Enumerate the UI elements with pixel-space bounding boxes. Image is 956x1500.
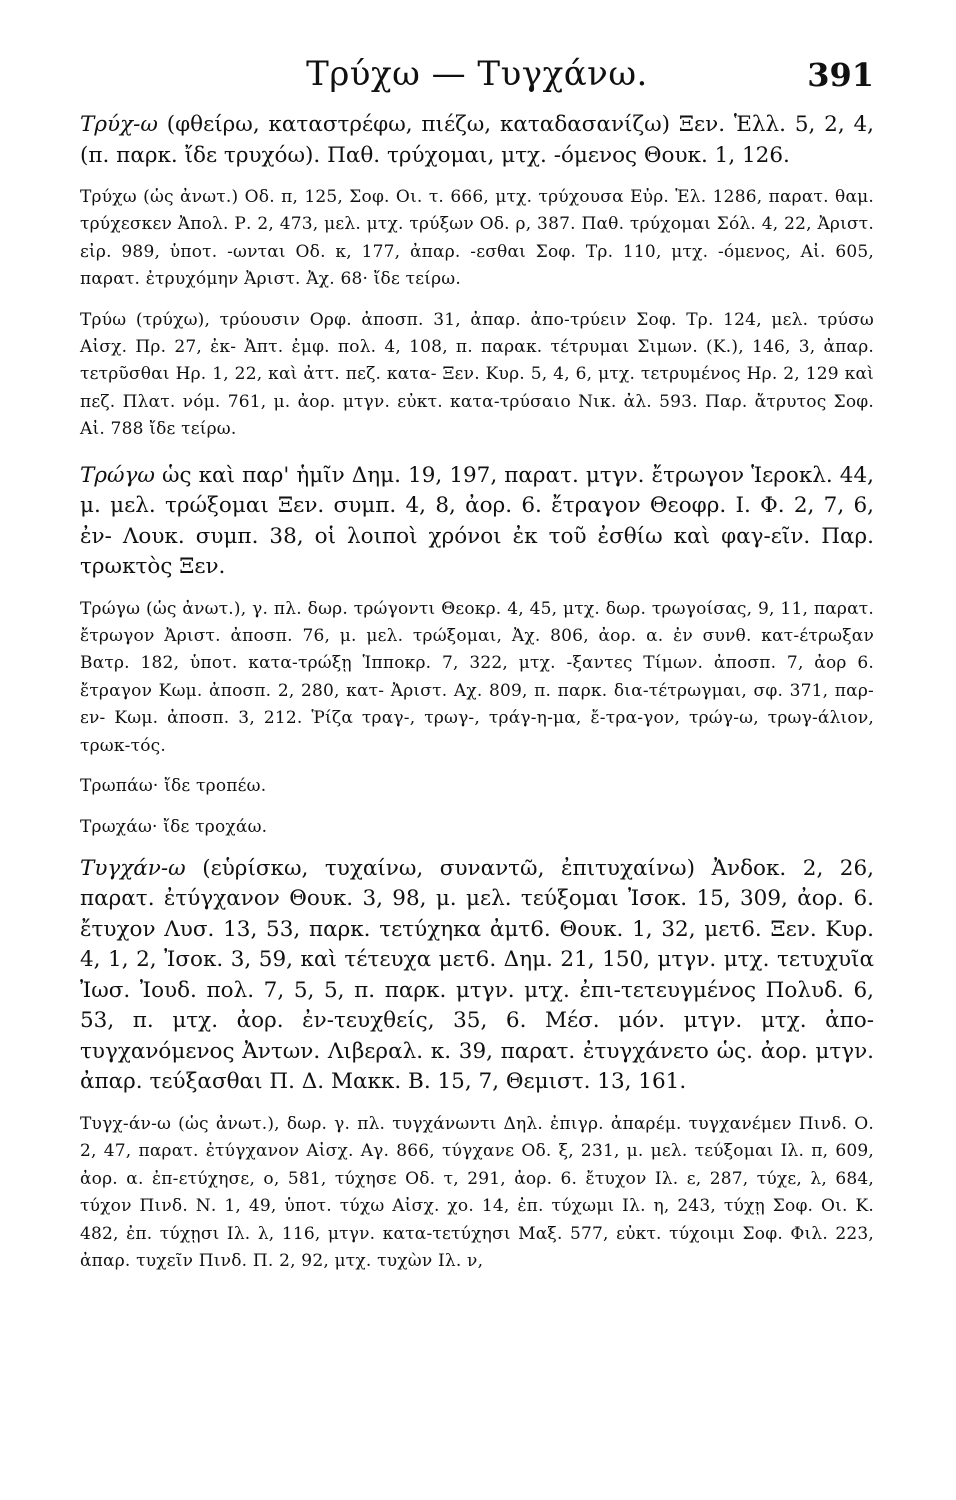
running-title: Τρύχω — Τυγχάνω. bbox=[306, 54, 648, 94]
entry-trycho-1 bbox=[80, 110, 874, 171]
entry-text: ἴδε τροπέω. bbox=[158, 776, 267, 797]
entry-headword: Τρώγω bbox=[80, 598, 141, 619]
entry-headword: Τρωπάω· bbox=[80, 776, 159, 797]
entry-text: (φθείρω, καταστρέφω, πιέζω, καταδασανίζω) Ξεν. Ἑλλ. 5, 2, 4, (π. παρκ. ἴδε τρυχόω). Παθ. τρύχομαι, μτχ. -όμενος Θουκ. 1, 126. bbox=[80, 112, 874, 168]
entry-text: (εὑρίσκω, τυχαίνω, συναντῶ, ἐπιτυχαίνω) Ἀνδοκ. 2, 26, παρατ. ἐτύγχανον Θουκ. 3, 98, μ. μελ. τεύξομαι Ἰσοκ. 15, 309, ἀορ. 6. ἔτυχον Λυσ. 13, 53, παρκ. τετύχηκα ἀμτ6. Θουκ. 1, 32, μετ6. Ξεν. Κυρ. 4, 1, 2, Ἰσοκ. 3, 59, καὶ τέτευχα μετ6. Δημ. 21, 150, μτγν. μτχ. τετυχυῖα Ἰωσ. Ἰουδ. πολ. 7, 5, 5, π. παρκ. μτγν. μτχ. ἐπι-τετευγμένος Πολυδ. 6, 53, π. μτχ. ἀορ. ἐν-τευχθείς, 35, 6. Μέσ. μόν. μτγν. μτχ. ἀπο-τυγχανόμενος Ἀντων. Λιβεραλ. κ. 39, παρατ. ἐτυγχάνετο ὡς. ἀορ. μτγν. ἀπαρ. τεύξασθαι Π. Δ. Μακκ. Β. 15, 7, Θεμιστ. 13, 161. bbox=[80, 855, 874, 1095]
entry-headword: Τυγχάν-ω bbox=[80, 855, 186, 881]
entry-text: ὡς καὶ παρ' ἡμῖν Δημ. 19, 197, παρατ. μτγν. ἔτρωγον Ἱεροκλ. 44, μ. μελ. τρώξομαι Ξεν. συμπ. 4, 8, ἀορ. 6. ἔτραγον Θεοφρ. Ι. Φ. 2, 7, 6, ἐν- Λουκ. συμπ. 38, οἱ λοιποὶ χρόνοι ἐκ τοῦ ἐσθίω καὶ φαγ-εῖν. Παρ. τρωκτὸς Ξεν. bbox=[80, 462, 874, 580]
entry-headword: Τρύχω bbox=[80, 187, 137, 207]
entry-text: (ὡς ἀνωτ.), δωρ. γ. πλ. τυγχάνωντι Δηλ. ἐπιγρ. ἀπαρέμ. τυγχανέμεν Πινδ. Ο. 2, 47, παρατ. ἐτύγχανον Αἰσχ. Αγ. 866, τύγχανε Οδ. ξ, 231, μ. μελ. τεύξομαι Ιλ. π, 609, ἀορ. α. ἐπ-ετύχησε, ο, 581, τύχησε Οδ. τ, 291, ἀορ. 6. ἔτυχον Ιλ. ε, 287, τύχε, λ, 684, τύχον Πινδ. Ν. 1, 49, ὑποτ. τύχω Αἰσχ. χο. 14, ἐπ. τύχωμι Ιλ. η, 243, τύχῃ Σοφ. Οι. Κ. 482, ἐπ. τύχῃσι Ιλ. λ, 116, μτγν. κατα-τετύχησι Μαξ. 577, εὐκτ. τύχοιμι Σοφ. Φιλ. 223, ἀπαρ. τυχεῖν Πινδ. Π. 2, 92, μτχ. τυχὼν Ιλ. ν, bbox=[80, 1113, 874, 1271]
entry-trycho-2 bbox=[80, 184, 874, 294]
entry-tynchano-1 bbox=[80, 854, 874, 1098]
entry-headword: Τυγχ-άν-ω bbox=[80, 1113, 172, 1134]
entry-text: (ὡς ἀνωτ.) Οδ. π, 125, Σοφ. Οι. τ. 666, μτχ. τρύχουσα Εὐρ. Ἑλ. 1286, παρατ. θαμ. τρύχεσκεν Ἀπολ. Ρ. 2, 473, μελ. μτχ. τρύξων Οδ. ρ, 387. Παθ. τρύχομαι Σόλ. 4, 22, Ἀριστ. εἰρ. 989, ὑποτ. -ωνται Οδ. κ, 177, ἀπαρ. -εσθαι Σοφ. Τρ. 110, μτχ. -όμενος, Αἰ. 605, παρατ. ἐτρυχόμην Ἀριστ. Ἀχ. 68· ἴδε τείρω. bbox=[80, 187, 874, 290]
entry-headword: Τρωχάω· bbox=[80, 816, 158, 837]
entry-text: (τρύχω), τρύουσιν Ορφ. ἀποσπ. 31, ἀπαρ. ἀπο-τρύειν Σοφ. Τρ. 124, μελ. τρύσω Αἰσχ. Πρ. 27, ἐκ- Ἀπτ. ἐμφ. πολ. 4, 108, π. παρακ. τέτρυμαι Σιμων. (Κ.), 146, 3, ἀπαρ. τετρῦσθαι Ηρ. 1, 22, καὶ ἀττ. πεζ. κατα- Ξεν. Κυρ. 5, 4, 6, μτχ. τετρυμένος Ηρ. 2, 129 καὶ πεζ. Πλατ. νόμ. 761, μ. ἀορ. μτγν. εὐκτ. κατα-τρύσαιο Νικ. ἀλ. 593. Παρ. ἄτρυτος Σοφ. Αἰ. 788 ἴδε τείρω. bbox=[80, 309, 874, 440]
page-body bbox=[80, 110, 874, 1275]
entry-tryo bbox=[80, 307, 874, 444]
entry-headword: Τρύχ-ω bbox=[80, 112, 158, 137]
entry-headword: Τρώγω bbox=[80, 462, 155, 488]
entry-trogo-2 bbox=[80, 596, 874, 760]
entry-trochao bbox=[80, 814, 874, 841]
entry-headword: Τρύω bbox=[80, 309, 127, 330]
page-header bbox=[80, 52, 874, 100]
entry-tynchano-2 bbox=[80, 1111, 874, 1275]
page-number: 391 bbox=[807, 56, 874, 94]
entry-text: (ὡς ἀνωτ.), γ. πλ. δωρ. τρώγοντι Θεοκρ. 4, 45, μτχ. δωρ. τρωγοίσας, 9, 11, παρατ. ἔτρωγον Ἀριστ. ἀποσπ. 76, μ. μελ. τρώξομαι, Ἀχ. 806, ἀορ. α. ἐν συνθ. κατ-έτρωξαν Βατρ. 182, ὑποτ. κατα-τρώξῃ Ἱπποκρ. 7, 322, μτχ. -ξαντες Τίμων. ἀποσπ. 7, ἀορ 6. ἔτραγον Κωμ. ἀποσπ. 2, 280, κατ- Ἀριστ. Αχ. 809, π. παρκ. δια-τέτρωγμαι, σφ. 371, παρ-εν- Κωμ. ἀποσπ. 3, 212. Ῥίζα τραγ-, τρωγ-, τράγ-η-μα, ἔ-τρα-γον, τρώγ-ω, τρωγ-άλιον, τρωκ-τός. bbox=[80, 598, 874, 756]
entry-tropao bbox=[80, 773, 874, 800]
entry-text: ἴδε τροχάω. bbox=[157, 816, 268, 837]
entry-trogo-1 bbox=[80, 461, 874, 583]
